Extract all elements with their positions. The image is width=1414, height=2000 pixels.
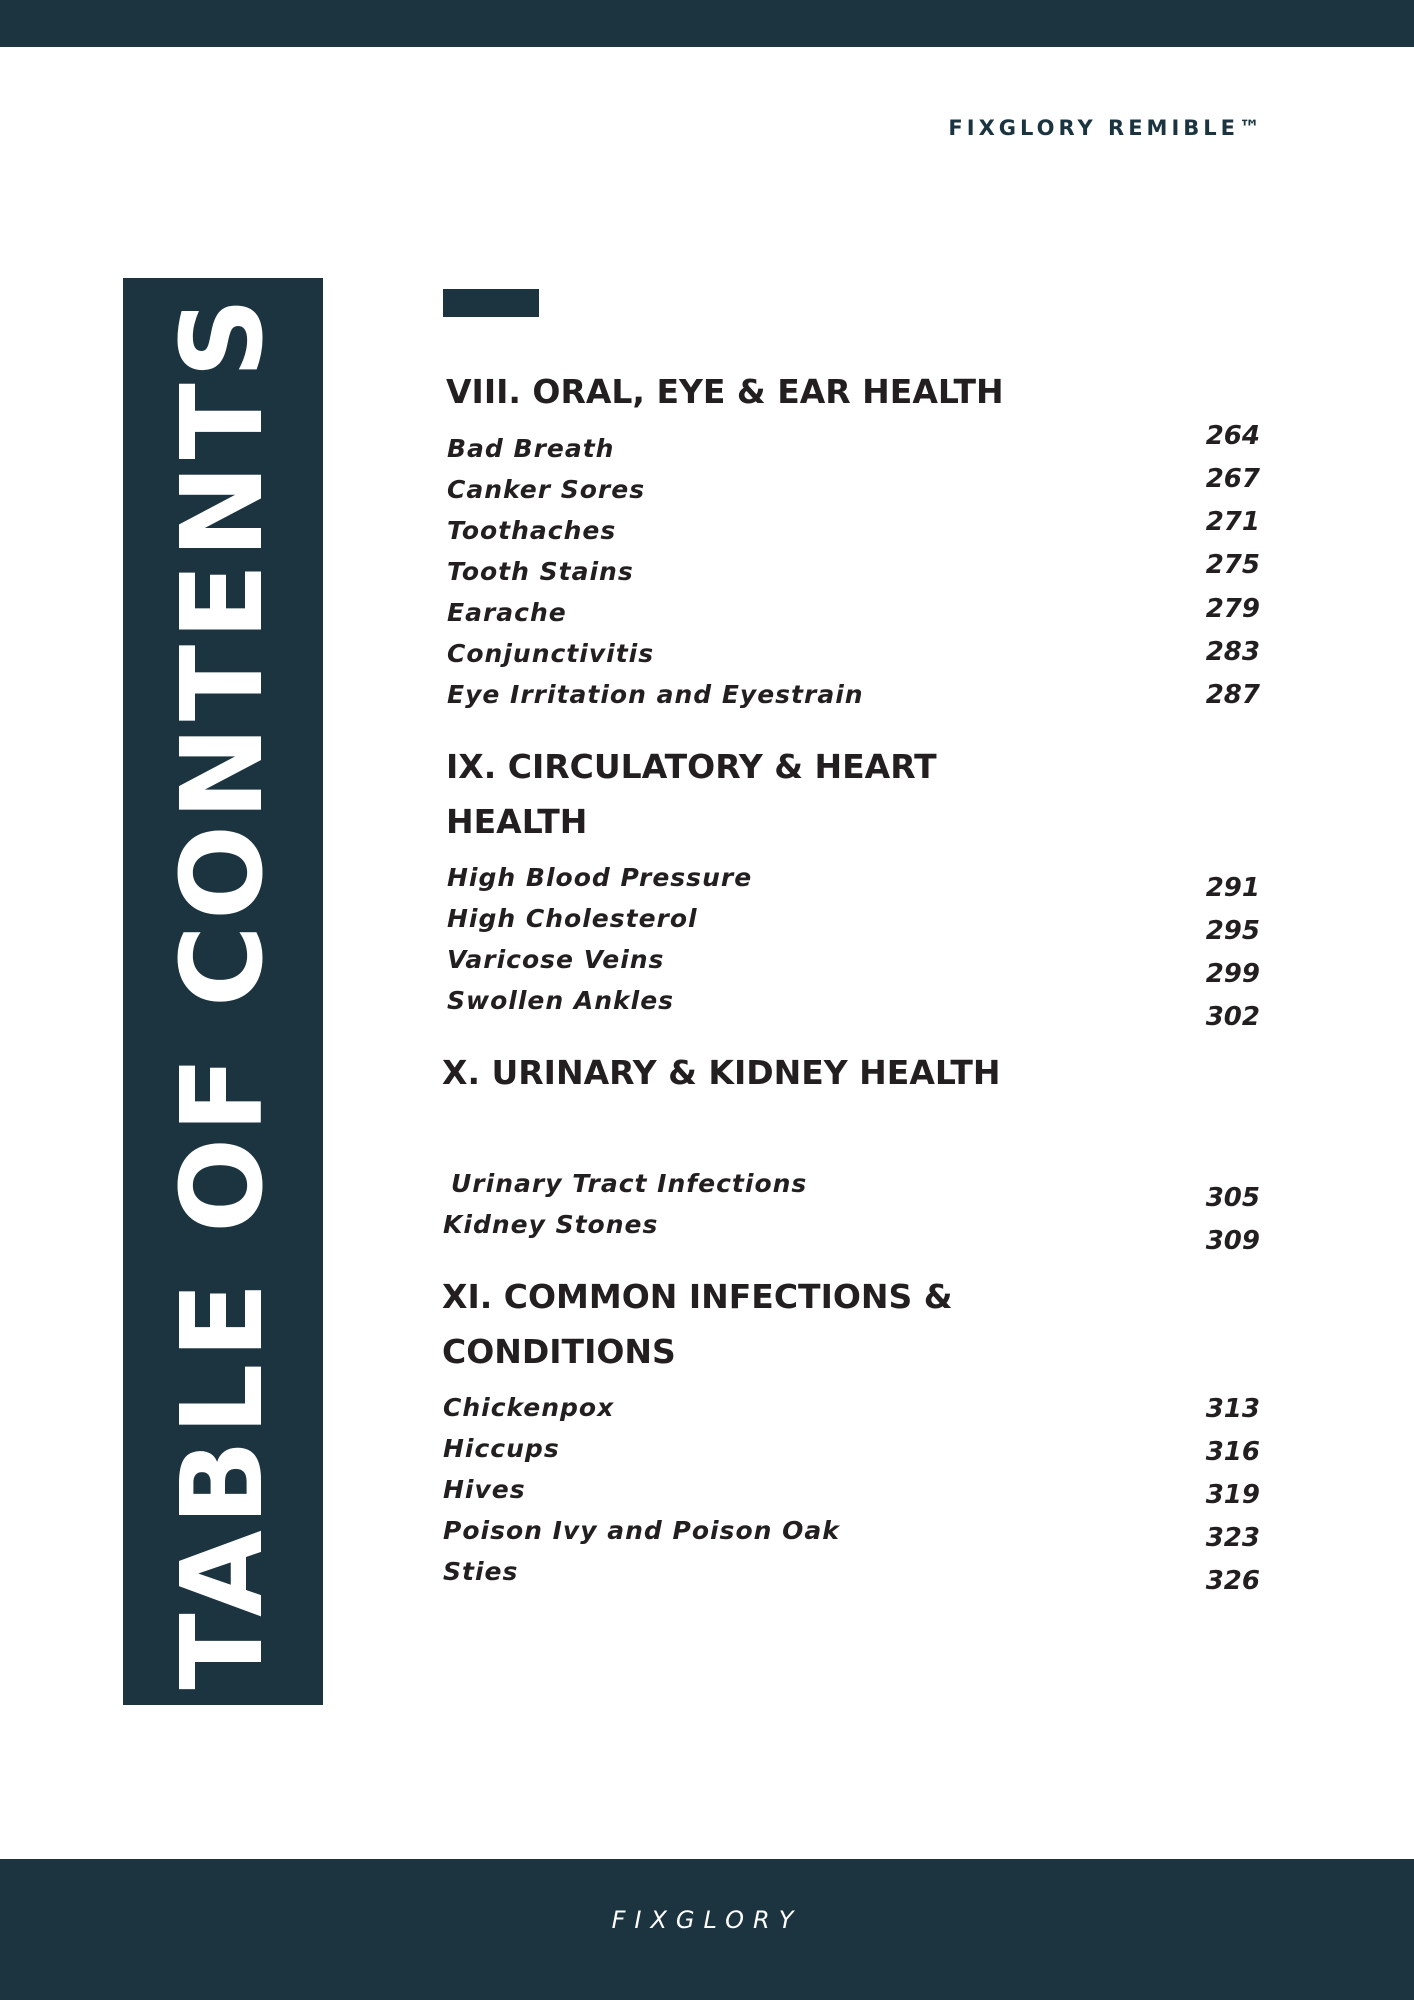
toc-entry: High Cholesterol [447,904,698,933]
page-number: 275 [1205,550,1260,580]
page-number: 264 [1205,421,1260,451]
toc-entry: High Blood Pressure [447,863,753,892]
toc-entry: Urinary Tract Infections [451,1169,808,1198]
table-of-contents-title: TABLE OF CONTENTS [158,292,288,1690]
toc-entry: Poison Ivy and Poison Oak [443,1516,840,1545]
page-number: 316 [1205,1437,1260,1467]
page-number: 279 [1205,594,1260,624]
page-number: 313 [1205,1394,1260,1424]
toc-entry: Conjunctivitis [447,639,655,668]
page-number: 319 [1205,1480,1260,1510]
toc-entry: Sties [443,1557,519,1586]
toc-entry: Earache [447,598,567,627]
toc-entry: Bad Breath [447,434,615,463]
toc-entry: Canker Sores [447,475,646,504]
footer-brand: FIXGLORY [611,1906,803,1934]
toc-entry: Swollen Ankles [447,986,675,1015]
top-bar [0,0,1414,47]
toc-entry: Kidney Stones [443,1210,659,1239]
toc-entry: Eye Irritation and Eyestrain [447,680,864,709]
page-number: 287 [1205,680,1260,710]
toc-entry: Chickenpox [443,1393,615,1422]
page-number: 267 [1205,464,1260,494]
section-heading: X. URINARY & KIDNEY HEALTH [442,1053,1001,1092]
section-heading: XI. COMMON INFECTIONS & CONDITIONS [442,1277,953,1371]
section-heading: IX. CIRCULATORY & HEART HEALTH [446,747,937,841]
page-number: 326 [1205,1566,1260,1596]
accent-bar [443,289,539,317]
brand-name: FIXGLORY REMIBLE™ [948,116,1264,140]
section-heading: VIII. ORAL, EYE & EAR HEALTH [446,372,1004,411]
page-number: 302 [1205,1002,1260,1032]
toc-entry: Toothaches [447,516,617,545]
page-number: 305 [1205,1183,1260,1213]
page-number: 271 [1205,507,1260,537]
page-number: 295 [1205,916,1260,946]
page-number: 299 [1205,959,1260,989]
page-number: 283 [1205,637,1260,667]
page-number: 291 [1205,873,1260,903]
toc-entry: Tooth Stains [447,557,634,586]
toc-entry: Hives [443,1475,526,1504]
page-number: 323 [1205,1523,1260,1553]
toc-entry: Varicose Veins [447,945,665,974]
toc-entry: Hiccups [443,1434,560,1463]
page-number: 309 [1205,1226,1260,1256]
